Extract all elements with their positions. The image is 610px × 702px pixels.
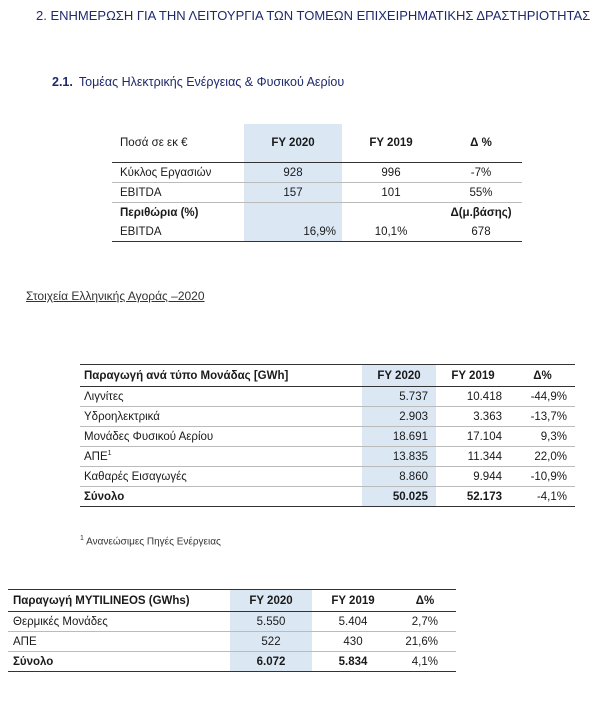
margins-delta-label: Δ(μ.βάσης) <box>450 206 512 219</box>
row-label: Μονάδες Φυσικού Αερίου <box>80 427 362 447</box>
table-cell: 55% <box>440 183 522 203</box>
table-cell: 6.072 <box>230 652 312 672</box>
column-header: Δ % <box>440 124 522 163</box>
ape-label: ΑΠΕ <box>84 450 108 463</box>
row-label: Υδροηλεκτρικά <box>80 407 362 427</box>
table-cell: 430 <box>312 632 394 652</box>
footnote-text: Ανανεώσιμες Πηγές Ενέργειας <box>86 536 221 548</box>
row-label: Σύνολο <box>80 487 362 507</box>
table-row <box>80 467 575 487</box>
table-row <box>80 427 575 447</box>
table-cell: 157 <box>244 183 342 203</box>
subsection-heading <box>52 75 344 89</box>
table-cell: -44,9% <box>510 387 575 407</box>
row-label: Κύκλος Εργασιών <box>112 163 244 183</box>
column-header: FY 2019 <box>312 590 394 612</box>
table-cell: 10,1% <box>342 222 440 242</box>
column-header: FY 2020 <box>362 365 436 387</box>
table-row <box>8 632 456 652</box>
table-cell: 3.363 <box>436 407 510 427</box>
table-cell: 2.903 <box>362 407 436 427</box>
column-header: FY 2019 <box>342 124 440 163</box>
table-cell: 928 <box>244 163 342 183</box>
table-row <box>112 222 522 242</box>
footnote-marker: 1 <box>107 450 112 458</box>
row-label: Λιγνίτες <box>80 387 362 407</box>
table-cell: 101 <box>342 183 440 203</box>
table-cell: 5.550 <box>230 612 312 632</box>
row-label: EBITDA <box>112 183 244 203</box>
table-cell: 8.860 <box>362 467 436 487</box>
row-label: Σύνολο <box>8 652 230 672</box>
table-cell: 52.173 <box>436 487 510 507</box>
table-cell: -10,9% <box>510 467 575 487</box>
table-cell: 16,9% <box>244 222 342 242</box>
table-cell: -4,1% <box>510 487 575 507</box>
table-header-row <box>8 590 456 612</box>
table-cell: 22,0% <box>510 447 575 467</box>
table-cell: 678 <box>440 222 522 242</box>
section-title: 2. ΕΝΗΜΕΡΩΣΗ ΓΙΑ ΤΗΝ ΛΕΙΤΟΥΡΓΙΑ ΤΩΝ ΤΟΜΕΩΝ ΕΠΙΧΕΙΡΗΜΑΤΙΚΗΣ ΔΡΑΣΤΗΡΙΟΤΗΤΑΣ <box>36 8 591 23</box>
table-cell: 10.418 <box>436 387 510 407</box>
table-cell: 5.404 <box>312 612 394 632</box>
table-cell: 9,3% <box>510 427 575 447</box>
table-cell <box>244 203 342 223</box>
footnote <box>80 535 221 547</box>
table-cell: 522 <box>230 632 312 652</box>
table-cell: 996 <box>342 163 440 183</box>
margins-label: Περιθώρια (%) <box>120 206 199 219</box>
table-cell: 50.025 <box>362 487 436 507</box>
footnote-mark: 1 <box>80 535 84 542</box>
table-cell: 5.737 <box>362 387 436 407</box>
row-label: Θερμικές Μονάδες <box>8 612 230 632</box>
column-header: Παραγωγή ανά τύπο Μονάδας [GWh] <box>80 365 362 387</box>
table-row <box>80 407 575 427</box>
row-label: EBITDA <box>112 222 244 242</box>
table-cell: 4,1% <box>394 652 456 672</box>
row-label: ΑΠΕ <box>8 632 230 652</box>
column-header: FY 2020 <box>244 124 342 163</box>
row-label <box>80 447 362 467</box>
column-header: FY 2019 <box>436 365 510 387</box>
table-header-row <box>80 365 575 387</box>
financials-table <box>112 124 522 242</box>
table-total-row <box>8 652 456 672</box>
column-header: Παραγωγή MYTILINEOS (GWhs) <box>8 590 230 612</box>
table-cell: 5.834 <box>312 652 394 672</box>
table-cell: 2,7% <box>394 612 456 632</box>
table-cell: 21,6% <box>394 632 456 652</box>
subsection-number: 2.1. <box>52 75 73 89</box>
table-row <box>80 447 575 467</box>
table-header-row <box>112 124 522 163</box>
table-cell: 11.344 <box>436 447 510 467</box>
table-cell: -7% <box>440 163 522 183</box>
column-header: Ποσά σε εκ € <box>112 124 244 163</box>
subsection-title: Τομέας Ηλεκτρικής Ενέργειας & Φυσικού Αερίου <box>78 75 345 89</box>
table-cell: 18.691 <box>362 427 436 447</box>
greek-market-table <box>80 364 575 507</box>
mytilineos-table <box>8 589 456 672</box>
column-header: Δ% <box>394 590 456 612</box>
table-cell: -13,7% <box>510 407 575 427</box>
table-cell: 17.104 <box>436 427 510 447</box>
table-row <box>112 183 522 203</box>
table-row <box>112 163 522 183</box>
table-cell: 9.944 <box>436 467 510 487</box>
table-row <box>80 387 575 407</box>
column-header: FY 2020 <box>230 590 312 612</box>
row-label: Καθαρές Εισαγωγές <box>80 467 362 487</box>
table-row <box>112 203 522 223</box>
table-row <box>8 612 456 632</box>
column-header: Δ% <box>510 365 575 387</box>
table-total-row <box>80 487 575 507</box>
table-cell: 13.835 <box>362 447 436 467</box>
market-title: Στοιχεία Ελληνικής Αγοράς –2020 <box>26 289 205 303</box>
table-cell <box>342 203 440 223</box>
